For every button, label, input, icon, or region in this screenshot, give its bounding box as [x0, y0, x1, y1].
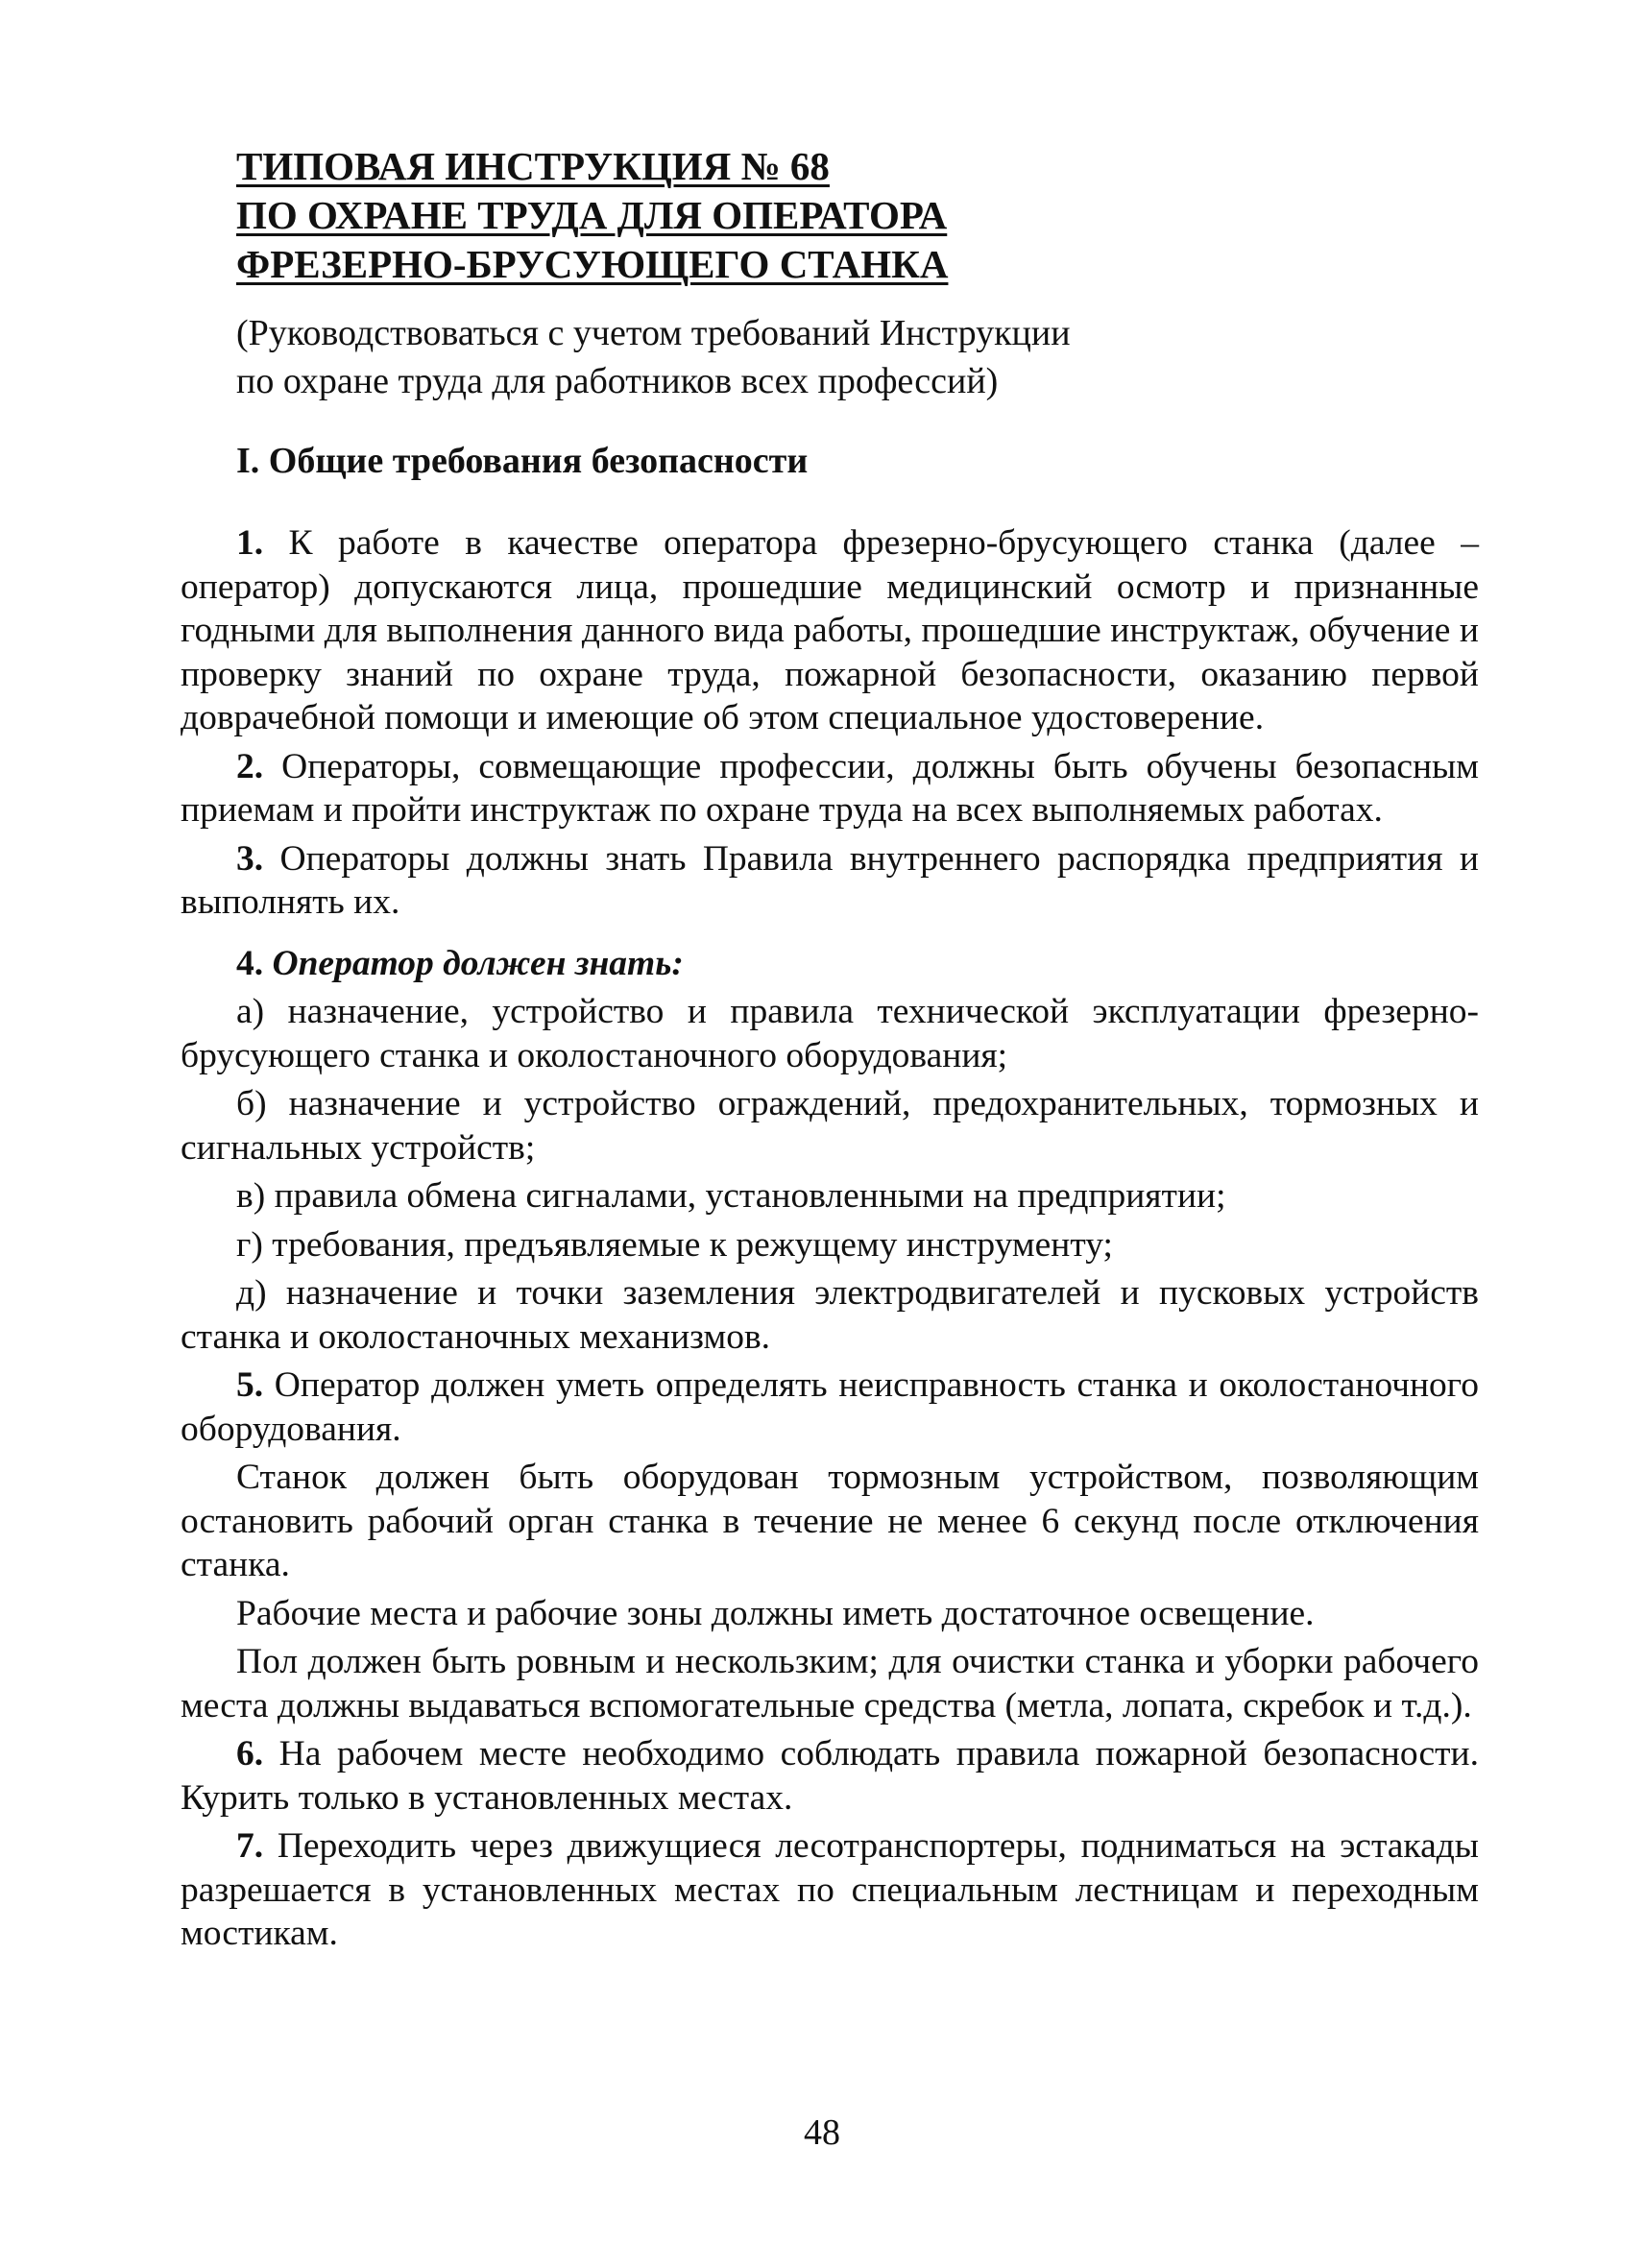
paragraph-1	[181, 521, 1479, 740]
paragraph-4	[181, 942, 1479, 986]
paragraph-6	[181, 1732, 1479, 1820]
title-line-2: ПО ОХРАНЕ ТРУДА ДЛЯ ОПЕРАТОРА	[236, 193, 948, 237]
paragraph-7	[181, 1824, 1479, 1956]
paragraph-number: 4.	[236, 943, 264, 983]
list-item-e: д) назначение и точки заземления электродвигателей и пусковых устройств станка и околостаночных механизмов.	[181, 1273, 1479, 1357]
section-heading: I. Общие требования безопасности	[236, 441, 809, 481]
paragraph-text: На рабочем месте необходимо соблюдать правила пожарной безопасности. Курить только в установленных местах.	[181, 1734, 1479, 1818]
paragraph-number: 1.	[236, 523, 264, 563]
paragraph-subheading: Оператор должен знать:	[263, 943, 684, 983]
instruction-note	[236, 309, 1485, 405]
title-line-1: ТИПОВАЯ ИНСТРУКЦИЯ № 68	[236, 144, 830, 188]
paragraph-5-extra-2: Рабочие места и рабочие зоны должны иметь достаточное освещение.	[236, 1593, 1315, 1633]
list-item-d: г) требования, предъявляемые к режущему инструменту;	[236, 1224, 1113, 1265]
paragraph-5	[181, 1363, 1479, 1451]
list-item-c: в) правила обмена сигналами, установленными на предприятии;	[236, 1176, 1226, 1216]
paragraph-number: 5.	[236, 1365, 264, 1405]
title-line-3: ФРЕЗЕРНО-БРУСУЮЩЕГО СТАНКА	[236, 242, 949, 286]
paragraph-number: 3.	[236, 838, 264, 879]
paragraph-text: Операторы должны знать Правила внутреннего распорядка предприятия и выполнять их.	[181, 838, 1479, 922]
paragraph-number: 6.	[236, 1734, 264, 1773]
document-title	[236, 142, 1485, 289]
paragraph-3	[181, 837, 1479, 925]
paragraph-5-extra-1: Станок должен быть оборудован тормозным устройством, позволяющим остановить рабочий орган станка в течение не менее 6 секунд после отключения станка.	[181, 1458, 1479, 1584]
paragraph-text: Оператор должен уметь определять неисправность станка и околостаночного оборудования.	[181, 1365, 1479, 1449]
document-body	[181, 521, 1479, 1956]
paragraph-text: Переходить через движущиеся лесотранспортеры, подниматься на эстакады разрешается в установленных местах по специальным лестницам и переходным мостикам.	[181, 1826, 1479, 1953]
paragraph-text: К работе в качестве оператора фрезерно-брусующего станка (далее – оператор) допускаются лица, прошедшие медицинский осмотр и признанные годными для выполнения данного вида работы, прошедшие инструктаж, обучение и проверку знаний по охране труда, пожарной безопасности, оказанию первой доврачебной помощи и имеющие об этом специальное удостоверение.	[181, 523, 1479, 737]
paragraph-text: Операторы, совмещающие профессии, должны быть обучены безопасным приемам и пройти инструктаж по охране труда на всех выполняемых работах.	[181, 746, 1479, 830]
paragraph-2	[181, 745, 1479, 832]
note-line-1: (Руководствоваться с учетом требований Инструкции	[236, 313, 1071, 353]
note-line-2: по охране труда для работников всех профессий)	[236, 361, 999, 401]
paragraph-number: 7.	[236, 1826, 264, 1866]
page-number: 48	[804, 2112, 840, 2153]
paragraph-5-extra-3: Пол должен быть ровным и нескользким; для очистки станка и уборки рабочего места должны выдаваться вспомогательные средства (метла, лопата, скребок и т.д.).	[181, 1642, 1479, 1725]
paragraph-number: 2.	[236, 746, 264, 786]
list-item-a: а) назначение, устройство и правила технической эксплуатации фрезерно-брусующего станка и околостаночного оборудования;	[181, 992, 1479, 1075]
list-item-b: б) назначение и устройство ограждений, предохранительных, тормозных и сигнальных устройств;	[181, 1084, 1479, 1168]
